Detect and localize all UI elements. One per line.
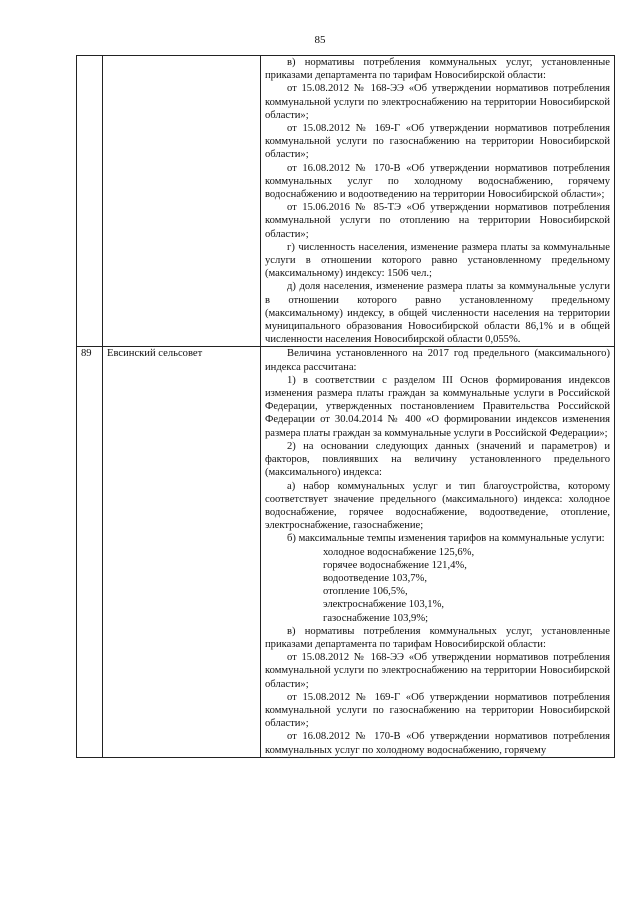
paragraph: от 15.06.2016 № 85-ТЭ «Об утверждении нормативов потребления коммунальной услуги по отоплению на территории Новосибирской области»; [265, 202, 610, 240]
paragraph: д) доля населения, изменение размера платы за коммунальные услуги в отношении которого равно установленному предельному (максимальному) индексу, в общей численности населения на территории муниципального образования Новосибирской области 86,1% и в общей численности населения Новосибирской области 0,055%. [265, 281, 610, 346]
tariff-line: холодное водоснабжение 125,6%, [323, 546, 475, 558]
paragraph: в) нормативы потребления коммунальных услуг, установленные приказами департамента по тарифам Новосибирской области: [265, 57, 610, 82]
paragraph: Величина установленного на 2017 год предельного (максимального) индекса рассчитана: [265, 348, 610, 373]
paragraph: от 16.08.2012 № 170-В «Об утверждении нормативов потребления коммунальных услуг по холодному водоснабжению, горячему водоснабжению и водоотведению на территории Новосибирской области»; [265, 162, 610, 201]
justification-cell [261, 56, 615, 347]
municipality-name: Евсинский сельсовет [103, 347, 261, 757]
tariff-line: горячее водоснабжение 121,4%, [323, 559, 467, 571]
paragraph: от 15.08.2012 № 168-ЭЭ «Об утверждении нормативов потребления коммунальной услуги по электроснабжению на территории Новосибирской области»; [265, 652, 610, 690]
paragraph: б) максимальные темпы изменения тарифов на коммунальные услуги: [287, 533, 605, 545]
paragraph: 2) на основании следующих данных (значений и параметров) и факторов, повлиявших на величину установленного предельного (максимального) индекса: [265, 440, 610, 479]
paragraph: от 15.08.2012 № 169-Г «Об утверждении нормативов потребления коммунальной услуги по газоснабжению на территории Новосибирской области»; [265, 123, 610, 161]
paragraph: 1) в соответствии с разделом III Основ формирования индексов изменения размера платы граждан за коммунальные услуги в Российской Федерации, утвержденных постановлением Правительства Российской Федерации от 30.04.2014 № 400 «О формировании индексов изменения размера платы граждан за коммунальные услуги в Российской Федерации»; [265, 374, 610, 439]
tariff-line: отопление 106,5%, [323, 586, 408, 598]
row-number-cell [77, 56, 103, 347]
tariff-line: газоснабжение 103,9%; [323, 612, 429, 624]
row-number: 89 [77, 347, 103, 757]
table-row-89 [77, 347, 615, 757]
paragraph: г) численность населения, изменение размера платы за коммунальные услуги в отношении которого равно установленному предельному (максимальному) индексу: 1506 чел.; [265, 241, 610, 280]
paragraph: от 15.08.2012 № 168-ЭЭ «Об утверждении нормативов потребления коммунальной услуги по электроснабжению на территории Новосибирской области»; [265, 83, 610, 121]
paragraph: от 16.08.2012 № 170-В «Об утверждении нормативов потребления коммунальных услуг по холодному водоснабжению, горячему [265, 731, 610, 756]
paragraph: в) нормативы потребления коммунальных услуг, установленные приказами департамента по тарифам Новосибирской области: [265, 625, 610, 650]
table-row-continued [77, 56, 615, 347]
tariff-line: электроснабжение 103,1%, [323, 599, 445, 611]
paragraph: а) набор коммунальных услуг и тип благоустройства, которому соответствует значение предельного (максимального) индекса: холодное водоснабжение, горячее водоснабжение, водоотведение, отопление, электроснабжение, газоснабжение; [265, 480, 610, 532]
municipality-cell [103, 56, 261, 347]
paragraph: от 15.08.2012 № 169-Г «Об утверждении нормативов потребления коммунальной услуги по газоснабжению на территории Новосибирской области»; [265, 691, 610, 730]
tariff-index-table [76, 55, 615, 758]
tariff-line: водоотведение 103,7%, [323, 572, 427, 584]
page-number: 85 [314, 34, 326, 46]
justification-cell [261, 347, 615, 757]
